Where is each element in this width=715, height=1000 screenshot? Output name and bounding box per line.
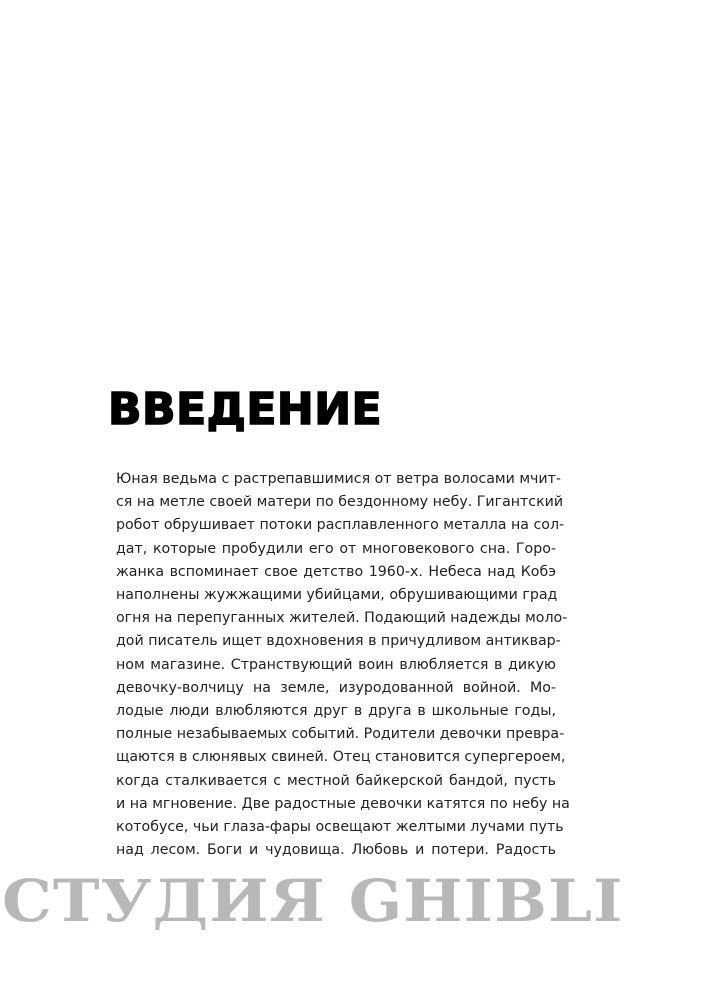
body-paragraph xyxy=(116,468,570,862)
text-line: лодые люди влюбляются друг в друга в школьные годы, xyxy=(116,703,556,720)
text-line: девочку-волчицу на земле, изуродованной войной. Мо- xyxy=(116,679,556,696)
text-line: огня на перепуганных жителей. Подающий надежды моло- xyxy=(116,610,568,627)
chapter-title: ВВЕДЕНИЕ xyxy=(108,384,383,435)
text-line: щаются в слюнявых свиней. Отец становится супергероем, xyxy=(116,749,566,766)
text-line: и на мгновение. Две радостные девочки катятся по небу на xyxy=(116,795,570,812)
text-line: робот обрушивает потоки расплавленного металла на сол- xyxy=(116,517,565,534)
text-line: когда сталкивается с местной байкерской бандой, пусть xyxy=(116,772,556,789)
text-line: дой писатель ищет вдохновения в причудливом антиквар- xyxy=(116,633,561,650)
text-line: полные незабываемых событий. Родители девочки превра- xyxy=(116,726,565,743)
text-line: ся на метле своей матери по бездонному небу. Гигантский xyxy=(116,494,564,511)
watermark: СТУДИЯ GHIBLI xyxy=(2,867,624,935)
text-line: котобусе, чьи глаза-фары освещают желтыми лучами путь xyxy=(116,819,564,836)
text-line: дат, которые пробудили его от многовекового сна. Горо- xyxy=(116,540,556,557)
text-line: над лесом. Боги и чудовища. Любовь и потери. Радость xyxy=(116,842,556,859)
text-line: жанка вспоминает свое детство 1960-х. Небеса над Кобэ xyxy=(116,563,556,580)
text-line: ном магазине. Странствующий воин влюбляется в дикую xyxy=(116,656,556,673)
text-line: Юная ведьма с растрепавшимися от ветра волосами мчит- xyxy=(116,471,562,487)
text-line: наполнены жужжащими убийцами, обрушивающими град xyxy=(116,587,558,604)
